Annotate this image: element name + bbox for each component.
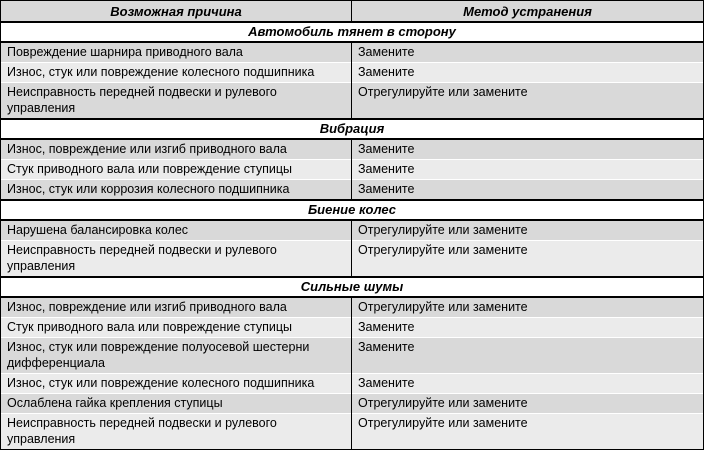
cause-cell: Нарушена балансировка колес [1, 220, 352, 241]
method-cell: Отрегулируйте или замените [352, 220, 704, 241]
cause-cell: Стук приводного вала или повреждение ступицы [1, 318, 352, 338]
method-cell: Замените [352, 180, 704, 201]
table-row [1, 318, 704, 338]
table-row [1, 241, 704, 278]
table-body [1, 22, 704, 450]
cause-cell: Неисправность передней подвески и рулевого управления [1, 241, 352, 278]
cause-cell: Стук приводного вала или повреждение ступицы [1, 160, 352, 180]
table-row [1, 160, 704, 180]
cause-cell: Ослаблена гайка крепления ступицы [1, 394, 352, 414]
cause-cell: Неисправность передней подвески и рулевого управления [1, 83, 352, 120]
method-cell: Замените [352, 374, 704, 394]
section-header [1, 277, 704, 297]
table-row [1, 220, 704, 241]
table-row [1, 42, 704, 63]
table-row [1, 297, 704, 318]
section-header [1, 200, 704, 220]
cause-cell: Износ, повреждение или изгиб приводного вала [1, 139, 352, 160]
cause-cell: Износ, стук или повреждение колесного подшипника [1, 374, 352, 394]
method-cell: Замените [352, 139, 704, 160]
table-row [1, 139, 704, 160]
method-cell: Замените [352, 42, 704, 63]
table-row [1, 63, 704, 83]
method-cell: Отрегулируйте или замените [352, 241, 704, 278]
cause-cell: Повреждение шарнира приводного вала [1, 42, 352, 63]
cause-cell: Износ, стук или повреждение колесного подшипника [1, 63, 352, 83]
cause-cell: Износ, стук или повреждение полуосевой шестерни дифференциала [1, 338, 352, 374]
cause-cell: Неисправность передней подвески и рулевого управления [1, 414, 352, 450]
section-header [1, 22, 704, 42]
header-method: Метод устранения [352, 1, 704, 23]
method-cell: Замените [352, 63, 704, 83]
method-cell: Отрегулируйте или замените [352, 83, 704, 120]
method-cell: Отрегулируйте или замените [352, 414, 704, 450]
cause-cell: Износ, стук или коррозия колесного подшипника [1, 180, 352, 201]
table-row [1, 83, 704, 120]
method-cell: Замените [352, 338, 704, 374]
table-row [1, 338, 704, 374]
section-title: Биение колес [1, 200, 704, 220]
table-header-row [1, 1, 704, 23]
section-title: Автомобиль тянет в сторону [1, 22, 704, 42]
method-cell: Отрегулируйте или замените [352, 394, 704, 414]
section-title: Сильные шумы [1, 277, 704, 297]
table-row [1, 394, 704, 414]
method-cell: Замените [352, 160, 704, 180]
cause-cell: Износ, повреждение или изгиб приводного вала [1, 297, 352, 318]
section-header [1, 119, 704, 139]
method-cell: Отрегулируйте или замените [352, 297, 704, 318]
method-cell: Замените [352, 318, 704, 338]
section-title: Вибрация [1, 119, 704, 139]
table-row [1, 374, 704, 394]
table-row [1, 414, 704, 450]
table-row [1, 180, 704, 201]
header-cause: Возможная причина [1, 1, 352, 23]
